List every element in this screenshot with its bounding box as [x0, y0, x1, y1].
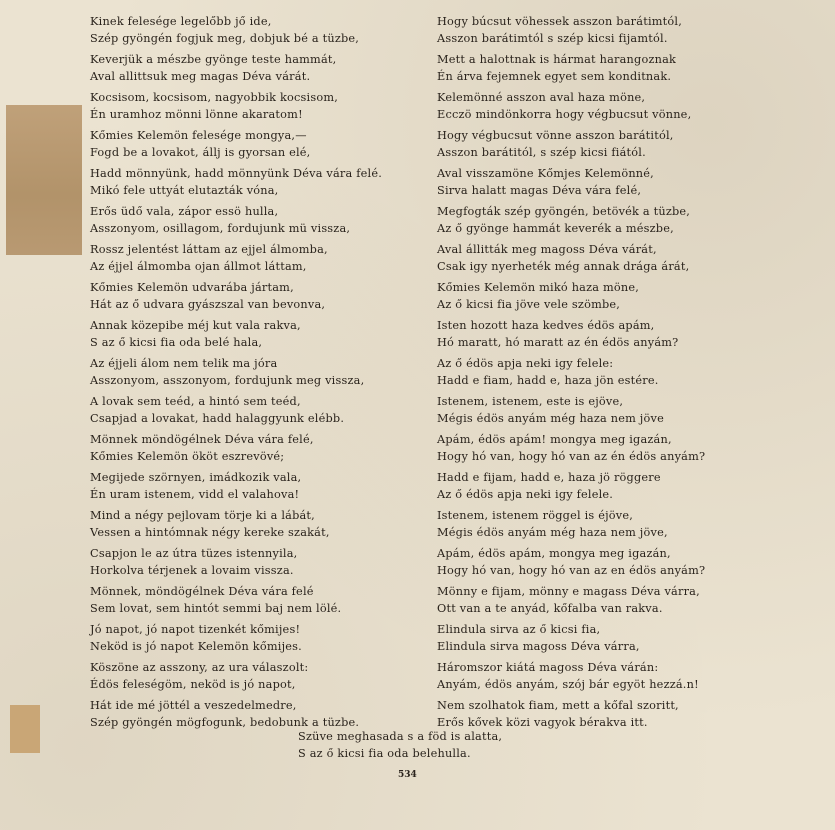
verse-line: Erős üdő vala, zápor essö hulla,: [90, 205, 279, 218]
stanza: [90, 356, 420, 394]
stanza: [437, 584, 767, 622]
verse-line: Én uramhoz mönni lönne akaratom!: [90, 107, 303, 121]
verse-line: Keverjük a mészbe gyönge teste hammát,: [90, 53, 337, 66]
verse-line: Én árva fejemnek egyet sem konditnak.: [437, 69, 672, 83]
verse-line: Hát ide mé jöttél a veszedelmedre,: [90, 699, 297, 712]
verse-line: Isten hozott haza kedves édös apám,: [437, 319, 655, 332]
verse-line: Istenem, istenem, este is ejöve,: [437, 395, 624, 408]
verse-line: Megijede szörnyen, imádkozik vala,: [90, 471, 302, 484]
verse-line: Kőmies Kelemön ököt eszrevövé;: [90, 449, 285, 463]
verse-line: Csapjad a lovakat, hadd halaggyunk elébb.: [90, 411, 345, 425]
verse-line: Kocsisom, kocsisom, nagyobbik kocsisom,: [90, 91, 339, 104]
stanza: [437, 242, 767, 280]
verse-line: Az éjjel álmomba ojan állmot láttam,: [90, 259, 307, 273]
verse-line: Mönny e fijam, mönny e magass Déva várra,: [437, 585, 700, 598]
verse-line: Sirva halatt magas Déva vára felé,: [437, 183, 642, 197]
stanza: [90, 432, 420, 470]
verse-line: Háromszor kiátá magoss Déva várán:: [437, 661, 659, 674]
verse-line: Aval állitták meg magoss Déva várát,: [437, 243, 657, 256]
verse-line: Az ő gyönge hammát keverék a mészbe,: [437, 221, 674, 235]
stanza: [90, 660, 420, 698]
verse-line: Hadd mönnyünk, hadd mönnyünk Déva vára felé.: [90, 167, 383, 180]
verse-line: Apám, édös apám! mongya meg igazán,: [437, 433, 672, 446]
verse-line: Erős kővek közi vagyok bérakva itt.: [437, 715, 648, 729]
stanza: [437, 622, 767, 660]
closing-line-1: Szüve meghasada s a föd is alatta,: [298, 730, 503, 743]
left-column: [90, 14, 420, 736]
verse-line: Hogy hó van, hogy hó van az en édös anyám?: [437, 563, 706, 577]
verse-line: Horkolva térjenek a lovaim vissza.: [90, 563, 294, 577]
verse-line: Neköd is jó napot Kelemön kőmijes.: [90, 639, 302, 653]
verse-line: Csapjon le az útra tüzes istennyila,: [90, 547, 298, 560]
verse-line: Hó maratt, hó maratt az én édös anyám?: [437, 335, 679, 349]
stanza: [90, 280, 420, 318]
closing-stanza: [298, 729, 598, 762]
verse-line: Hadd e fiam, hadd e, haza jön estére.: [437, 373, 659, 387]
verse-line: Annak közepibe méj kut vala rakva,: [90, 319, 301, 332]
verse-line: Asszonyom, osillagom, fordujunk mü vissza,: [90, 221, 351, 235]
stanza: [437, 394, 767, 432]
stanza: [437, 356, 767, 394]
stanza: [90, 622, 420, 660]
verse-line: Anyám, édös anyám, szój bár egyöt hezzá.n!: [437, 677, 699, 691]
verse-line: Hát az ő udvara gyászszal van bevonva,: [90, 297, 326, 311]
verse-line: Istenem, istenem röggel is éjöve,: [437, 509, 634, 522]
stanza: [90, 128, 420, 166]
verse-line: Sem lovat, sem hintót semmi baj nem lölé.: [90, 601, 342, 615]
verse-line: Asszonyom, asszonyom, fordujunk meg vissza,: [90, 373, 365, 387]
verse-line: Kőmies Kelemön mikó haza möne,: [437, 281, 640, 294]
stanza: [90, 584, 420, 622]
verse-line: Nem szolhatok fiam, mett a kőfal szoritt,: [437, 699, 679, 712]
verse-line: Rossz jelentést láttam az ejjel álmomba,: [90, 243, 328, 256]
verse-line: Fogd be a lovakot, állj is gyorsan elé,: [90, 145, 311, 159]
verse-line: Elindula sirva magoss Déva várra,: [437, 639, 640, 653]
stanza: [437, 432, 767, 470]
verse-line: Hadd e fijam, hadd e, haza jö röggere: [437, 471, 661, 484]
verse-line: Kőmies Kelemön udvarába jártam,: [90, 281, 294, 294]
stanza: [437, 508, 767, 546]
verse-line: Az ő édös apja neki igy felele:: [437, 357, 614, 370]
verse-line: Hogy végbucsut vönne asszon barátitól,: [437, 129, 674, 142]
right-column: [437, 14, 767, 736]
verse-line: Mind a négy pejlovam törje ki a lábát,: [90, 509, 315, 522]
stanza: [437, 660, 767, 698]
verse-line: Én uram istenem, vidd el valahova!: [90, 487, 300, 501]
stanza: [90, 470, 420, 508]
verse-line: Apám, édös apám, mongya meg igazán,: [437, 547, 671, 560]
stanza: [437, 166, 767, 204]
verse-line: Jó napot, jó napot tizenkét kőmijes!: [90, 623, 301, 636]
stanza: [437, 204, 767, 242]
verse-line: Szép gyöngén mögfogunk, bedobunk a tüzbe.: [90, 715, 360, 729]
verse-line: Mégis édös anyám még haza nem jöve: [437, 411, 664, 425]
stanza: [90, 166, 420, 204]
stanza: [437, 52, 767, 90]
verse-line: A lovak sem teéd, a hintó sem teéd,: [90, 395, 301, 408]
tape-stain-small: [10, 705, 40, 753]
verse-line: Mönnek möndögélnek Déva vára felé,: [90, 433, 314, 446]
page-number: 534: [398, 770, 417, 780]
verse-line: Aval visszamöne Kőmjes Kelemönné,: [437, 167, 654, 180]
stanza: [90, 90, 420, 128]
stanza: [90, 14, 420, 52]
verse-line: Köszöne az asszony, az ura válaszolt:: [90, 661, 309, 674]
tape-stain: [6, 105, 82, 255]
stanza: [437, 470, 767, 508]
stanza: [437, 280, 767, 318]
verse-line: Kelemönné asszon aval haza möne,: [437, 91, 646, 104]
verse-line: Az éjjeli álom nem telik ma jóra: [90, 357, 278, 370]
stanza: [90, 394, 420, 432]
verse-line: S az ő kicsi fia oda belé hala,: [90, 335, 263, 349]
verse-line: Kinek felesége legelőbb jő ide,: [90, 15, 272, 28]
verse-line: Mikó fele uttyát elutazták vóna,: [90, 183, 279, 197]
verse-line: Ecczö mindönkorra hogy végbucsut vönne,: [437, 107, 692, 121]
verse-line: Elindula sirva az ő kicsi fia,: [437, 623, 601, 636]
verse-line: Asszon barátimtól s szép kicsi fijamtól.: [437, 31, 668, 45]
stanza: [437, 318, 767, 356]
stanza: [437, 90, 767, 128]
verse-line: Ott van a te anyád, kőfalba van rakva.: [437, 601, 663, 615]
verse-line: Mönnek, möndögélnek Déva vára felé: [90, 585, 314, 598]
verse-line: Mégis édös anyám még haza nem jöve,: [437, 525, 668, 539]
verse-line: Aval allittsuk meg magas Déva várát.: [90, 69, 311, 83]
closing-line-2: S az ő kicsi fia oda belehulla.: [298, 746, 471, 760]
verse-line: Hogy hó van, hogy hó van az én édös anyám?: [437, 449, 706, 463]
stanza: [437, 128, 767, 166]
stanza: [90, 242, 420, 280]
stanza: [90, 508, 420, 546]
verse-line: Kőmies Kelemön felesége mongya,—: [90, 129, 307, 142]
verse-line: Szép gyöngén fogjuk meg, dobjuk bé a tüzbe,: [90, 31, 360, 45]
verse-line: Vessen a hintómnak négy kereke szakát,: [90, 525, 330, 539]
stanza: [437, 14, 767, 52]
stanza: [437, 546, 767, 584]
verse-line: Asszon barátitól, s szép kicsi fiától.: [437, 145, 646, 159]
verse-line: Csak igy nyerheték még annak drága árát,: [437, 259, 690, 273]
stanza: [90, 546, 420, 584]
verse-line: Mett a halottnak is hármat harangoznak: [437, 53, 677, 66]
verse-line: Megfogták szép gyöngén, betövék a tüzbe,: [437, 205, 691, 218]
verse-line: Az ő kicsi fia jöve vele szömbe,: [437, 297, 621, 311]
stanza: [90, 204, 420, 242]
verse-line: Édös feleségöm, neköd is jó napot,: [90, 677, 296, 691]
stanza: [90, 318, 420, 356]
verse-line: Hogy búcsut vöhessek asszon barátimtól,: [437, 15, 683, 28]
verse-line: Az ő édös apja neki igy felele.: [437, 487, 614, 501]
stanza: [90, 52, 420, 90]
